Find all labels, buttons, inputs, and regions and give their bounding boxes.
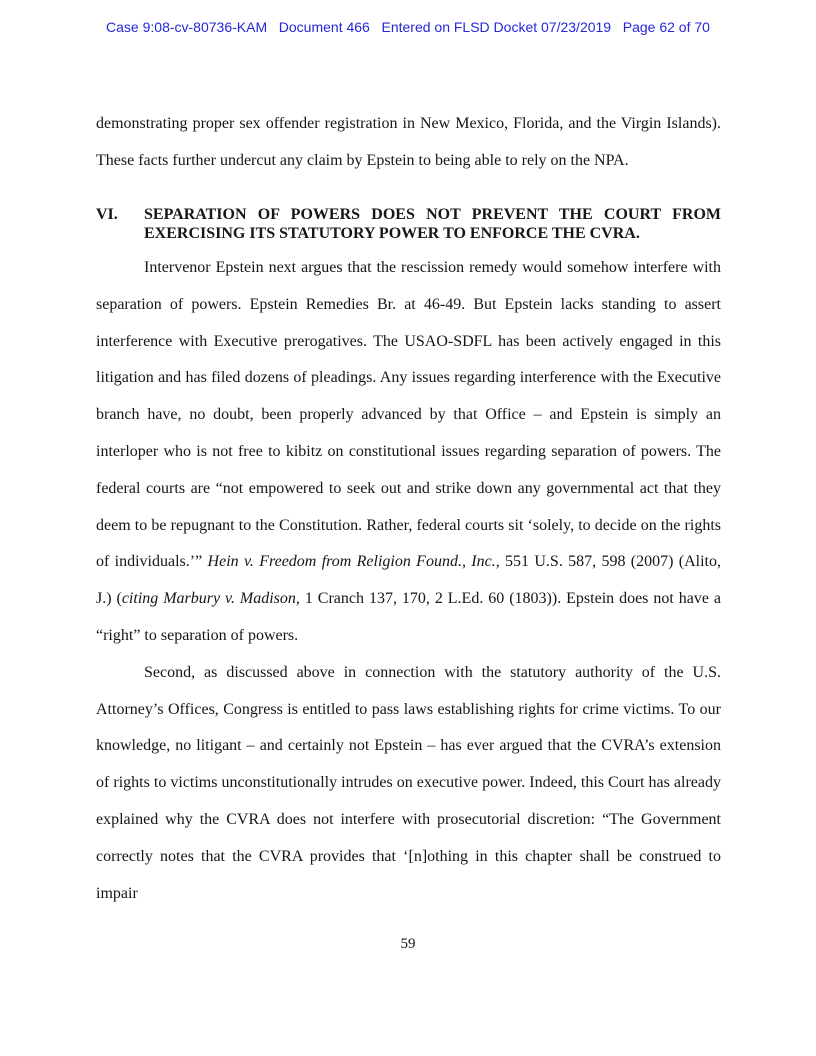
section-heading <box>96 205 721 243</box>
text-segment: Intervenor Epstein next argues that the rescission remedy would somehow interfere with separation of powers. Epstein Remedies Br. at 46-49. But Epstein lacks standing to assert interference with Executive prerogatives. The USAO-SDFL has been actively engaged in this litigation and has filed dozens of pleadings. Any issues regarding interference with the Executive branch have, no doubt, been properly advanced by that Office – and Epstein is simply an interloper who is not free to kibitz on constitutional issues regarding separation of powers. The federal courts are “not empowered to seek out and strike down any governmental act that they deem to be repugnant to the Constitution. Rather, federal courts sit ‘solely, to decide on the rights of individuals.’” <box>96 258 721 571</box>
text-segment-italic: Hein v. Freedom from Religion Found., Inc., <box>207 553 500 571</box>
text-segment: 551 U.S. 587, 598 (2007) (Alito, J.) ( <box>96 553 722 608</box>
document-body <box>96 106 721 912</box>
case-header-stamp: Case 9:08-cv-80736-KAM Document 466 Entered on FLSD Docket 07/23/2019 Page 62 of 70 <box>106 19 710 35</box>
section-heading-text: SEPARATION OF POWERS DOES NOT PREVENT THE COURT FROM EXERCISING ITS STATUTORY POWER TO ENFORCE THE CVRA. <box>144 205 721 242</box>
text-segment-italic: citing Marbury v. Madison, <box>121 590 300 608</box>
paragraph <box>96 655 721 913</box>
page-number: 59 <box>400 936 416 952</box>
text-segment: 1 Cranch 137, 170, 2 L.Ed. 60 (1803)). Epstein does not have a “right” to separation of powers. <box>96 590 721 644</box>
paragraph <box>96 106 721 180</box>
page-footer <box>0 936 816 953</box>
text-segment: Second, as discussed above in connection with the statutory authority of the U.S. Attorney’s Offices, Congress is entitled to pass laws establishing rights for crime victims. To our knowledge, no litigant – and certainly not Epstein – has ever argued that the CVRA’s extension of rights to victims unconstitutionally intrudes on executive power. Indeed, this Court has already explained why the CVRA does not interfere with prosecutorial discretion: “The Government correctly notes that the CVRA provides that ‘[n]othing in this chapter shall be construed to impair <box>96 663 721 902</box>
section-heading-number: VI. <box>96 205 118 223</box>
paragraph <box>96 250 721 655</box>
text-segment: demonstrating proper sex offender registration in New Mexico, Florida, and the Virgin Islands). These facts further undercut any claim by Epstein to being able to rely on the NPA. <box>96 115 721 169</box>
